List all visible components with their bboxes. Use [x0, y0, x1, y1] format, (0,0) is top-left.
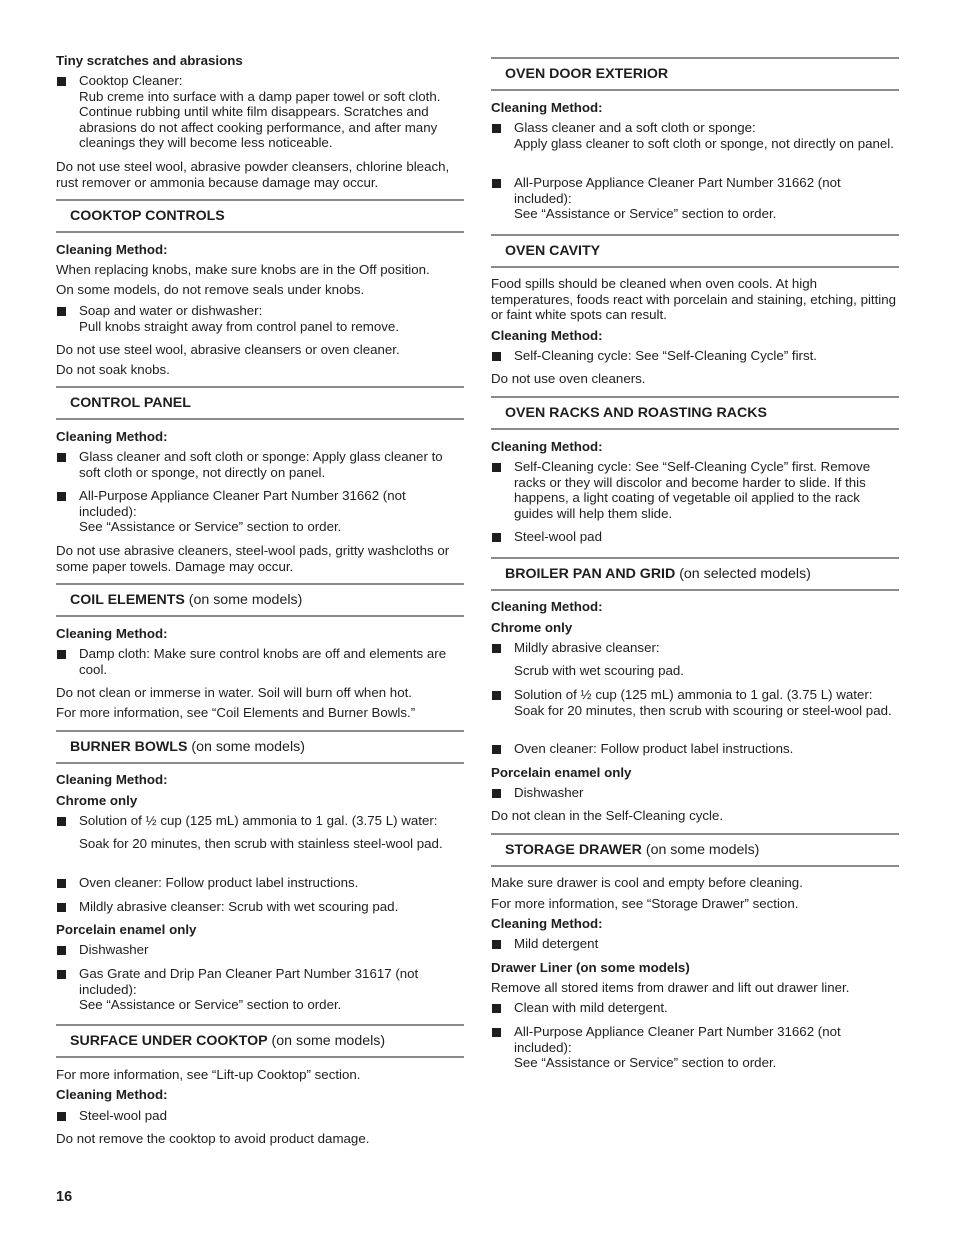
broiler-pan-bullet-3: Oven cleaner: Follow product label instructions.: [491, 741, 901, 757]
oven-cavity-title: OVEN CAVITY: [505, 243, 601, 259]
storage-drawer-bullet-3: All-Purpose Appliance Cleaner Part Number 31662 (not included): See “Assistance or Service” section to order.: [491, 1024, 901, 1071]
broiler-pan-bullet-4: Dishwasher: [491, 785, 901, 801]
oven-racks-title: OVEN RACKS AND ROASTING RACKS: [505, 405, 767, 421]
burner-bowls-bullet-1-detail: Soak for 20 minutes, then scrub with stainless steel-wool pad.: [79, 836, 443, 851]
oven-racks-bullet-1: Self-Cleaning cycle: See “Self-Cleaning Cycle” first. Remove racks or they will discolor and become harder to slide. If this happens, a light coating of vegetable oil applied to the rack guides will help them slide.: [491, 459, 901, 521]
tiny-scratches-heading: Tiny scratches and abrasions: [56, 53, 243, 68]
surface-under-cooktop-text-2: Do not remove the cooktop to avoid product damage.: [56, 1131, 370, 1146]
storage-drawer-header: [491, 833, 899, 867]
surface-under-cooktop-header: [56, 1024, 464, 1058]
control-panel-bullet-2: All-Purpose Appliance Cleaner Part Number 31662 (not included): See “Assistance or Service” section to order.: [56, 488, 466, 535]
cooktop-controls-text-2: On some models, do not remove seals under knobs.: [56, 282, 365, 297]
surface-under-cooktop-bullet-1: Steel-wool pad: [56, 1108, 466, 1124]
broiler-pan-bullet-1-detail: Scrub with wet scouring pad.: [514, 663, 684, 678]
cooktop-controls-text-4: Do not soak knobs.: [56, 362, 170, 377]
surface-under-cooktop-title: SURFACE UNDER COOKTOP: [70, 1033, 268, 1049]
coil-elements-method-label: Cleaning Method:: [56, 626, 168, 641]
coil-elements-title: COIL ELEMENTS: [70, 592, 185, 608]
broiler-pan-chrome-label: Chrome only: [491, 620, 573, 635]
storage-drawer-title: STORAGE DRAWER: [505, 842, 642, 858]
burner-bowls-bullet-1: Solution of ½ cup (125 mL) ammonia to 1 gal. (3.75 L) water:: [56, 813, 466, 829]
burner-bowls-title: BURNER BOWLS: [70, 739, 188, 755]
burner-bowls-bullet-3: Mildly abrasive cleanser: Scrub with wet scouring pad.: [56, 899, 466, 915]
storage-drawer-method-label: Cleaning Method:: [491, 916, 603, 931]
oven-racks-header: [491, 396, 899, 430]
broiler-pan-subtitle: (on selected models): [675, 566, 811, 582]
control-panel-bullet-1: Glass cleaner and soft cloth or sponge: Apply glass cleaner to soft cloth or sponge, not directly on panel.: [56, 449, 466, 480]
broiler-pan-bullet-1: Mildly abrasive cleanser:: [491, 640, 901, 656]
burner-bowls-subtitle: (on some models): [187, 739, 305, 755]
broiler-pan-bullet-2: Solution of ½ cup (125 mL) ammonia to 1 gal. (3.75 L) water: Soak for 20 minutes, then scrub with scouring or steel-wool pad.: [491, 687, 901, 718]
coil-elements-subtitle: (on some models): [184, 592, 303, 608]
tiny-scratches-bullet-1: Cooktop Cleaner: Rub creme into surface with a damp paper towel or soft cloth. Continue rubbing until white film disappears. Scratches and abrasions do not affect cooking performance, and after many cleanings they will become less noticeable.: [56, 73, 466, 151]
storage-drawer-text-3: Remove all stored items from drawer and lift out drawer liner.: [491, 980, 850, 995]
control-panel-header: [56, 386, 464, 420]
storage-drawer-text-2: For more information, see “Storage Drawer” section.: [491, 896, 799, 911]
cooktop-controls-header: [56, 199, 464, 233]
storage-drawer-subtitle: (on some models): [641, 842, 760, 858]
oven-door-bullet-2: All-Purpose Appliance Cleaner Part Number 31662 (not included): See “Assistance or Service” section to order.: [491, 175, 901, 222]
broiler-pan-header: [491, 557, 899, 591]
cooktop-controls-text-1: When replacing knobs, make sure knobs are in the Off position.: [56, 262, 430, 277]
cooktop-controls-title: COOKTOP CONTROLS: [70, 208, 225, 224]
oven-cavity-text-2: Do not use oven cleaners.: [491, 371, 646, 386]
burner-bowls-bullet-2: Oven cleaner: Follow product label instructions.: [56, 875, 466, 891]
broiler-pan-method-label: Cleaning Method:: [491, 599, 603, 614]
cooktop-controls-bullet-1: Soap and water or dishwasher: Pull knobs straight away from control panel to remove.: [56, 303, 466, 334]
broiler-pan-title: BROILER PAN AND GRID: [505, 566, 676, 582]
burner-bowls-method-label: Cleaning Method:: [56, 772, 168, 787]
oven-door-bullet-1: Glass cleaner and a soft cloth or sponge: Apply glass cleaner to soft cloth or sponge, not directly on panel.: [491, 120, 901, 151]
broiler-pan-note: Do not clean in the Self-Cleaning cycle.: [491, 808, 724, 823]
broiler-pan-porcelain-label: Porcelain enamel only: [491, 765, 632, 780]
oven-cavity-bullet-1: Self-Cleaning cycle: See “Self-Cleaning Cycle” first.: [491, 348, 901, 364]
burner-bowls-bullet-4: Dishwasher: [56, 942, 466, 958]
page-number: 16: [56, 1189, 73, 1205]
tiny-scratches-note: Do not use steel wool, abrasive powder cleansers, chlorine bleach, rust remover or ammonia because damage may occur.: [56, 159, 450, 190]
storage-drawer-bullet-2: Clean with mild detergent.: [491, 1000, 901, 1016]
burner-bowls-porcelain-label: Porcelain enamel only: [56, 922, 197, 937]
oven-cavity-method-label: Cleaning Method:: [491, 328, 603, 343]
oven-door-exterior-header: [491, 57, 899, 91]
control-panel-note: Do not use abrasive cleaners, steel-wool pads, gritty washcloths or some paper towels. Damage may occur.: [56, 543, 450, 574]
oven-cavity-header: [491, 234, 899, 268]
coil-elements-text-1: Do not clean or immerse in water. Soil will burn off when hot.: [56, 685, 412, 700]
coil-elements-text-2: For more information, see “Coil Elements and Burner Bowls.”: [56, 705, 416, 720]
storage-drawer-bullet-1: Mild detergent: [491, 936, 901, 952]
oven-cavity-text-1: Food spills should be cleaned when oven cools. At high temperatures, foods react with porcelain and staining, etching, pitting or faint white spots can result.: [491, 276, 897, 323]
oven-door-method-label: Cleaning Method:: [491, 100, 603, 115]
cooktop-controls-method-label: Cleaning Method:: [56, 242, 168, 257]
control-panel-title: CONTROL PANEL: [70, 395, 191, 411]
surface-under-cooktop-method-label: Cleaning Method:: [56, 1087, 168, 1102]
storage-drawer-liner-label: Drawer Liner (on some models): [491, 960, 690, 975]
coil-elements-header: [56, 583, 464, 617]
burner-bowls-bullet-5: Gas Grate and Drip Pan Cleaner Part Number 31617 (not included): See “Assistance or Service” section to order.: [56, 966, 466, 1013]
control-panel-method-label: Cleaning Method:: [56, 429, 168, 444]
oven-racks-bullet-2: Steel-wool pad: [491, 529, 901, 545]
oven-racks-method-label: Cleaning Method:: [491, 439, 603, 454]
burner-bowls-chrome-label: Chrome only: [56, 793, 138, 808]
surface-under-cooktop-text-1: For more information, see “Lift-up Cooktop” section.: [56, 1067, 361, 1082]
burner-bowls-header: [56, 730, 464, 764]
storage-drawer-text-1: Make sure drawer is cool and empty before cleaning.: [491, 875, 803, 890]
cooktop-controls-text-3: Do not use steel wool, abrasive cleansers or oven cleaner.: [56, 342, 400, 357]
coil-elements-bullet-1: Damp cloth: Make sure control knobs are off and elements are cool.: [56, 646, 466, 677]
surface-under-cooktop-subtitle: (on some models): [267, 1033, 386, 1049]
oven-door-exterior-title: OVEN DOOR EXTERIOR: [505, 66, 669, 82]
